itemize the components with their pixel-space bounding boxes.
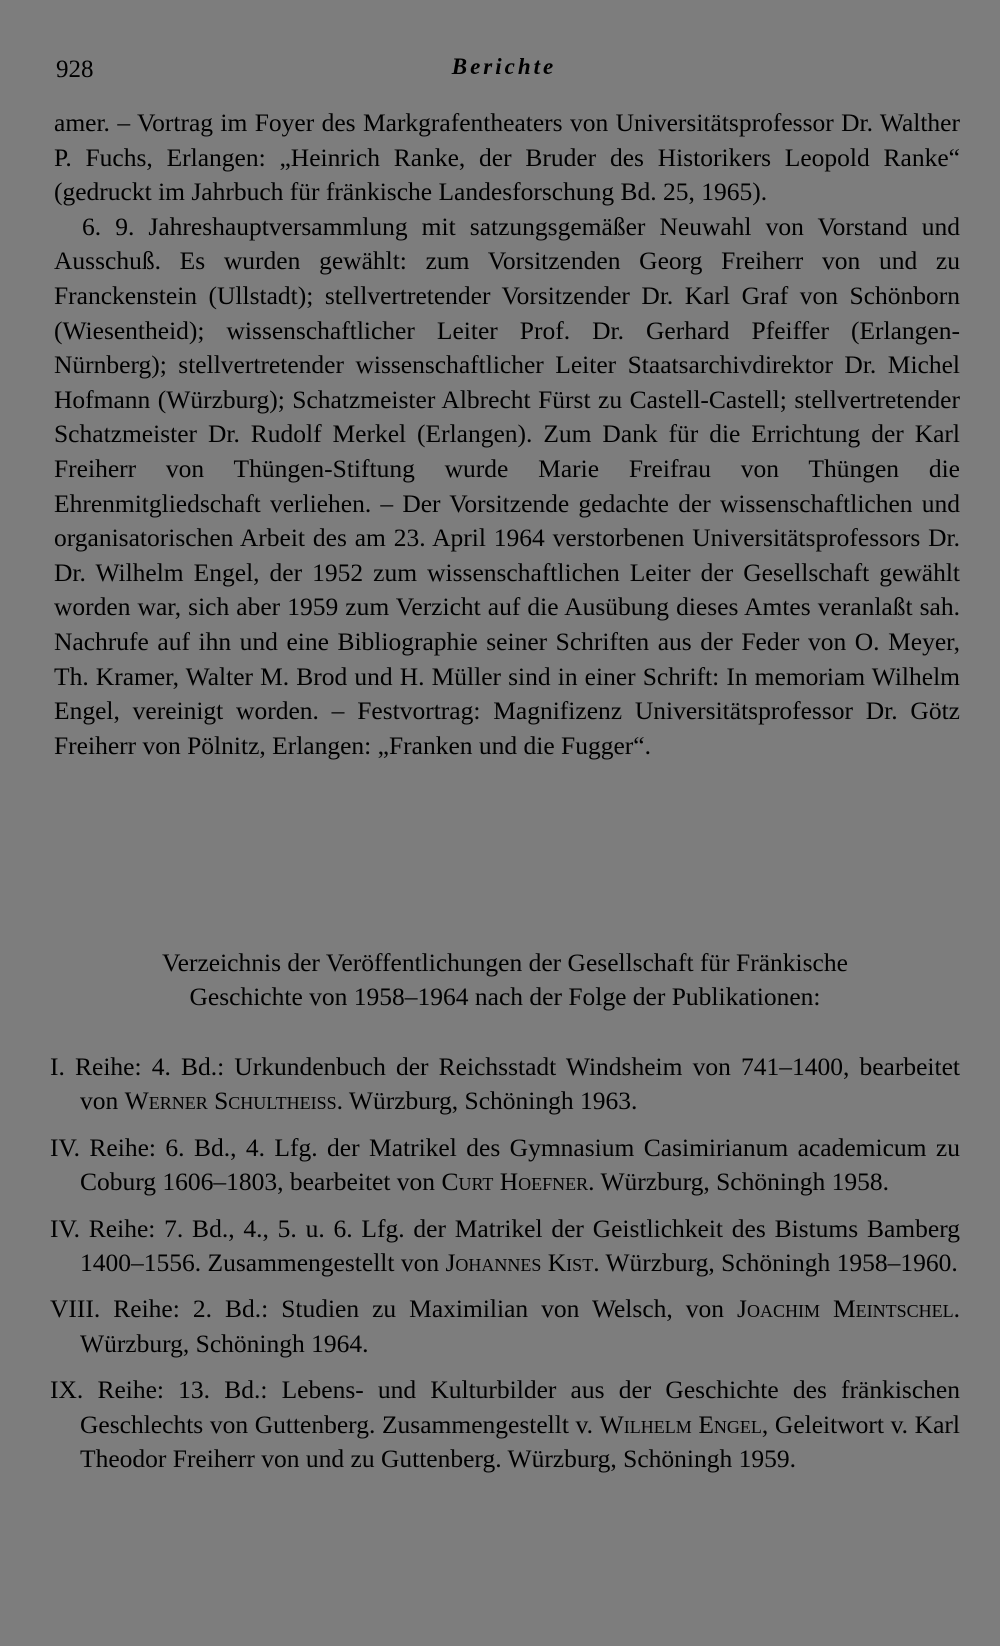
entry-text: IX. Reihe: 13. Bd.: Lebens- und Kulturbilder aus der Geschichte des fränkischen Geschlechts von Guttenberg. Zusammengestellt v. [50, 1375, 960, 1439]
entry-text: VIII. Reihe: 2. Bd.: Studien zu Maximilian von Welsch, von [50, 1294, 738, 1324]
section-heading-line: Verzeichnis der Veröffentlichungen der Gesellschaft für Fränkische [162, 948, 848, 977]
section-heading-line: Geschichte von 1958–1964 nach der Folge der Publikationen: [189, 982, 821, 1011]
entry-text: , Geleitwort v. Karl Theodor Freiherr von und zu Guttenberg. Würzburg, Schöningh 1959. [80, 1409, 960, 1474]
publication-list [50, 1050, 960, 1488]
entry-text: IV. Reihe: 6. Bd., 4. Lfg. der Matrikel des Gymnasium Casimirianum academicum zu Coburg 1606–1803, bearbeitet von [50, 1132, 960, 1197]
entry-text: . Würzburg, Schöningh 1958. [588, 1167, 889, 1197]
entry-text: IV. Reihe: 7. Bd., 4., 5. u. 6. Lfg. der Matrikel der Geistlichkeit des Bistums Bamberg 1400–1556. Zusammengestellt von [50, 1213, 960, 1278]
publication-entry [50, 1131, 960, 1200]
publication-entry [50, 1212, 960, 1281]
entry-text: I. Reihe: 4. Bd.: Urkundenbuch der Reichsstadt Windsheim von 741–1400, bearbeitet von [50, 1052, 960, 1116]
entry-text: . Würzburg, Schöningh 1964. [80, 1294, 960, 1358]
entry-text: . Würzburg, Schöningh 1958–1960. [593, 1248, 958, 1278]
page-number: 928 [56, 56, 94, 83]
author-name: Curt Hoefner [441, 1167, 589, 1197]
publication-entry [50, 1292, 960, 1361]
author-name: Joachim Meintschel [737, 1294, 954, 1324]
report-text [54, 106, 960, 763]
author-name: Wilhelm Engel [599, 1409, 762, 1439]
publication-entry [50, 1050, 960, 1119]
running-head: Berichte [451, 54, 557, 79]
section-heading [90, 946, 920, 1014]
paragraph: amer. – Vortrag im Foyer des Markgrafentheaters von Universitätsprofessor Dr. Walther P. Fuchs, Erlangen: „Heinrich Ranke, der Bruder des Historikers Leopold Ranke“ (gedruckt im Jahrbuch für fränkische Landesforschung Bd. 25, 1965). [54, 108, 960, 207]
author-name: Werner Schultheiss [124, 1086, 337, 1116]
entry-text: . Würzburg, Schöningh 1963. [336, 1086, 638, 1116]
publication-entry [50, 1373, 960, 1476]
paragraph: 6. 9. Jahreshauptversammlung mit satzungsgemäßer Neuwahl von Vorstand und Ausschuß. Es wurden gewählt: zum Vorsitzenden Georg Freiherr von und zu Franckenstein (Ullstadt); stellvertretender Vorsitzender Dr. Karl Graf von Schönborn (Wiesentheid); wissenschaftlicher Leiter Prof. Dr. Gerhard Pfeiffer (Erlangen-Nürnberg); stellvertretender wissenschaftlicher Leiter Staatsarchivdirektor Dr. Michel Hofmann (Würzburg); Schatzmeister Albrecht Fürst zu Castell-Castell; stellvertretender Schatzmeister Dr. Rudolf Merkel (Erlangen). Zum Dank für die Errichtung der Karl Freiherr von Thüngen-Stiftung wurde Marie Freifrau von Thüngen die Ehrenmitgliedschaft verliehen. – Der Vorsitzende gedachte der wissenschaftlichen und organisatorischen Arbeit des am 23. April 1964 verstorbenen Universitätsprofessors Dr. Dr. Wilhelm Engel, der 1952 zum wissenschaftlichen Leiter der Gesellschaft gewählt worden war, sich aber 1959 zum Verzicht auf die Ausübung dieses Amtes veranlaßt sah. Nachrufe auf ihn und eine Bibliographie seiner Schriften aus der Feder von O. Meyer, Th. Kramer, Walter M. Brod und H. Müller sind in einer Schrift: In memoriam Wilhelm Engel, vereinigt worden. – Festvortrag: Magnifizenz Universitätsprofessor Dr. Götz Freiherr von Pölnitz, Erlangen: „Franken und die Fugger“. [54, 211, 960, 760]
author-name: Johannes Kist [445, 1248, 594, 1278]
page-header [54, 52, 954, 88]
